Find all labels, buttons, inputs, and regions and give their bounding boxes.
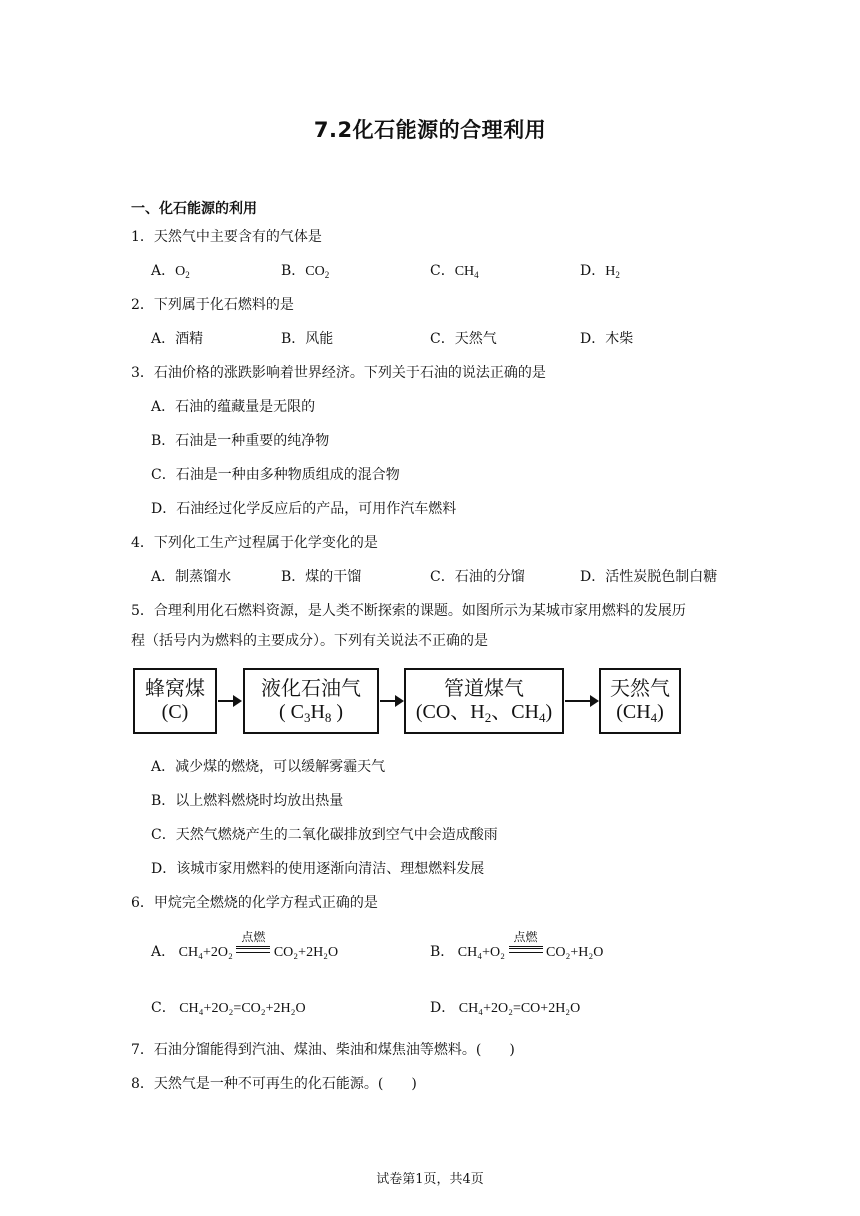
page-footer: 试卷第1页，共4页 xyxy=(376,1172,484,1187)
q4-option-b[interactable]: B．煤的干馏 xyxy=(281,569,362,585)
diagram-arrow-1 xyxy=(218,700,240,702)
q1-option-d[interactable]: D．$H_2$ xyxy=(580,263,620,280)
question-5-stem-line2: 程（括号内为燃料的主要成分）。下列有关说法不正确的是 xyxy=(131,633,488,649)
question-5-stem-line1: 5．合理利用化石燃料资源，是人类不断探索的课题。如图所示为某城市家用燃料的发展历 xyxy=(131,603,686,619)
question-6-stem: 6．甲烷完全燃烧的化学方程式正确的是 xyxy=(131,895,378,911)
q4-option-d[interactable]: D．活性炭脱色制白糖 xyxy=(580,569,718,585)
question-7: 7．石油分馏能得到汽油、煤油、柴油和煤焦油等燃料。( ) xyxy=(131,1042,515,1058)
question-2-stem: 2．下列属于化石燃料的是 xyxy=(131,297,294,313)
q6-option-b[interactable]: B． CH₄+O₂ 点燃 CO₂+H₂O xyxy=(430,930,604,960)
question-1-stem: 1．天然气中主要含有的气体是 xyxy=(131,229,322,245)
q2-option-a[interactable]: A．酒精 xyxy=(151,331,204,347)
q4-option-a[interactable]: A．制蒸馏水 xyxy=(151,569,232,585)
q3-option-a[interactable]: A．石油的蕴藏量是无限的 xyxy=(151,399,316,415)
q1-option-c[interactable]: C．$CH_4$ xyxy=(430,263,479,280)
q5-option-d[interactable]: D．该城市家用燃料的使用逐渐向清洁、理想燃料发展 xyxy=(151,861,485,877)
q5-option-b[interactable]: B．以上燃料燃烧时均放出热量 xyxy=(151,793,344,809)
q3-option-d[interactable]: D．石油经过化学反应后的产品，可用作汽车燃料 xyxy=(151,501,457,517)
diagram-box-honeycomb-coal: 蜂窝煤 (C) xyxy=(133,668,217,734)
page-title: 7.2化石能源的合理利用 xyxy=(313,118,547,142)
q6-option-a[interactable]: A． CH₄+2O₂ 点燃 CO₂+2H₂O xyxy=(151,930,339,960)
reaction-condition: 点燃 xyxy=(509,945,543,961)
question-4-stem: 4．下列化工生产过程属于化学变化的是 xyxy=(131,535,378,551)
q2-option-d[interactable]: D．木柴 xyxy=(580,331,634,347)
diagram-box-natural-gas: 天然气 $(CH_4)$ xyxy=(599,668,681,734)
reaction-condition: 点燃 xyxy=(236,945,270,961)
q1-option-a[interactable]: A．$O_2$ xyxy=(151,263,190,280)
question-8: 8．天然气是一种不可再生的化石能源。( ) xyxy=(131,1076,417,1092)
diagram-box-lpg: 液化石油气 ( $C_3H_8$ ) xyxy=(243,668,379,734)
q2-option-b[interactable]: B．风能 xyxy=(281,331,334,347)
q4-option-c[interactable]: C．石油的分馏 xyxy=(430,569,525,585)
section-heading: 一、化石能源的利用 xyxy=(131,201,257,217)
q5-option-c[interactable]: C．天然气燃烧产生的二氧化碳排放到空气中会造成酸雨 xyxy=(151,827,498,843)
q3-option-c[interactable]: C．石油是一种由多种物质组成的混合物 xyxy=(151,467,400,483)
diagram-arrow-3 xyxy=(565,700,597,702)
q1-option-b[interactable]: B．$CO_2$ xyxy=(281,263,330,280)
q2-option-c[interactable]: C．天然气 xyxy=(430,331,497,347)
q3-option-b[interactable]: B．石油是一种重要的纯净物 xyxy=(151,433,330,449)
q6-option-d[interactable]: D． CH₄+2O₂=CO+2H₂O xyxy=(430,1000,581,1016)
q6-option-c[interactable]: C． CH₄+2O₂=CO₂+2H₂O xyxy=(151,1000,306,1016)
question-3-stem: 3．石油价格的涨跌影响着世界经济。下列关于石油的说法正确的是 xyxy=(131,365,546,381)
q5-option-a[interactable]: A．减少煤的燃烧，可以缓解雾霾天气 xyxy=(151,759,386,775)
diagram-arrow-2 xyxy=(380,700,402,702)
diagram-box-pipeline-gas: 管道煤气 (CO、$H_2$、$CH_4$) xyxy=(404,668,564,734)
